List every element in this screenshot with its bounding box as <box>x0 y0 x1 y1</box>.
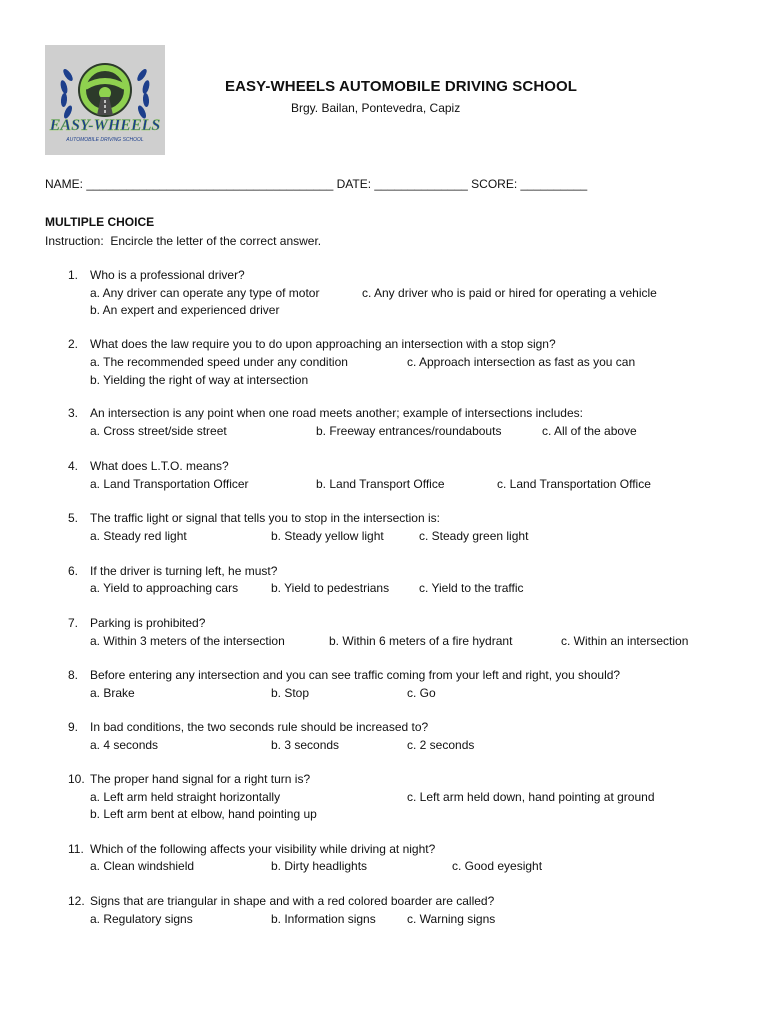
question-12 <box>0 894 768 954</box>
option-a: a. The recommended speed under any condition <box>90 355 348 369</box>
question-text: The traffic light or signal that tells you to stop in the intersection is: <box>90 511 440 525</box>
student-info-fields: NAME: _____________________________________ DATE: ______________ SCORE: __________ <box>45 177 588 191</box>
option-c: c. Land Transportation Office <box>497 477 651 491</box>
option-a: a. Cross street/side street <box>90 424 227 438</box>
option-b: b. Left arm bent at elbow, hand pointing up <box>90 807 317 821</box>
option-c: c. Within an intersection <box>561 634 689 648</box>
question-number: 11. <box>68 842 84 856</box>
question-8 <box>0 668 768 728</box>
option-b: b. Dirty headlights <box>271 859 368 873</box>
question-9 <box>0 720 768 780</box>
option-c: c. Good eyesight <box>452 859 543 873</box>
option-c: c. All of the above <box>542 424 637 438</box>
question-text: An intersection is any point when one road meets another; example of intersections includes: <box>90 406 583 420</box>
question-10 <box>0 772 768 832</box>
option-b: b. Within 6 meters of a fire hydrant <box>329 634 513 648</box>
question-number: 12. <box>68 894 85 908</box>
option-a: a. Brake <box>90 686 135 700</box>
option-c: c. Approach intersection as fast as you can <box>407 355 636 369</box>
option-b: b. Information signs <box>271 912 376 926</box>
option-b: b. Freeway entrances/roundabouts <box>316 424 502 438</box>
question-text: Parking is prohibited? <box>90 616 206 630</box>
option-a: a. 4 seconds <box>90 738 159 752</box>
option-c: c. Left arm held down, hand pointing at ground <box>407 790 655 804</box>
option-a: a. Any driver can operate any type of motor <box>90 286 320 300</box>
option-a: a. Left arm held straight horizontally <box>90 790 281 804</box>
option-b: b. Steady yellow light <box>271 529 384 543</box>
logo-text: EASY-WHEELS <box>49 117 161 134</box>
question-4 <box>0 459 768 519</box>
question-1 <box>0 268 768 328</box>
question-text: If the driver is turning left, he must? <box>90 564 278 578</box>
question-number: 7. <box>68 616 79 630</box>
option-c: c. Yield to the traffic <box>419 581 524 595</box>
question-3 <box>0 406 768 466</box>
option-b: b. An expert and experienced driver <box>90 303 280 317</box>
question-number: 10. <box>68 772 85 786</box>
logo-subtext: AUTOMOBILE DRIVING SCHOOL <box>66 137 144 143</box>
option-a: a. Yield to approaching cars <box>90 581 239 595</box>
question-text: In bad conditions, the two seconds rule should be increased to? <box>90 720 429 734</box>
option-c: c. 2 seconds <box>407 738 475 752</box>
question-5 <box>0 511 768 571</box>
question-2 <box>0 337 768 397</box>
option-c: c. Steady green light <box>419 529 529 543</box>
question-number: 4. <box>68 459 79 473</box>
school-address: Brgy. Bailan, Pontevedra, Capiz <box>291 101 461 115</box>
question-text: What does L.T.O. means? <box>90 459 229 473</box>
question-number: 5. <box>68 511 79 525</box>
option-a: a. Land Transportation Officer <box>90 477 249 491</box>
school-title: EASY-WHEELS AUTOMOBILE DRIVING SCHOOL <box>225 78 578 95</box>
question-text: What does the law require you to do upon approaching an intersection with a stop sign? <box>90 337 556 351</box>
option-a: a. Clean windshield <box>90 859 195 873</box>
option-b: b. Yield to pedestrians <box>271 581 390 595</box>
question-11 <box>0 842 768 902</box>
question-text: Which of the following affects your visibility while driving at night? <box>90 842 436 856</box>
question-number: 6. <box>68 564 79 578</box>
option-c: c. Any driver who is paid or hired for operating a vehicle <box>362 286 657 300</box>
question-text: The proper hand signal for a right turn is? <box>90 772 311 786</box>
question-text: Who is a professional driver? <box>90 268 245 282</box>
option-a: a. Regulatory signs <box>90 912 193 926</box>
question-text: Signs that are triangular in shape and with a red colored boarder are called? <box>90 894 495 908</box>
school-logo <box>45 45 165 155</box>
question-text: Before entering any intersection and you can see traffic coming from your left and right, you should? <box>90 668 621 682</box>
question-number: 3. <box>68 406 79 420</box>
question-6 <box>0 564 768 624</box>
option-b: b. Stop <box>271 686 310 700</box>
question-7 <box>0 616 768 676</box>
option-b: b. Land Transport Office <box>316 477 445 491</box>
option-b: b. Yielding the right of way at intersection <box>90 373 309 387</box>
option-a: a. Steady red light <box>90 529 187 543</box>
option-c: c. Warning signs <box>407 912 496 926</box>
option-c: c. Go <box>407 686 436 700</box>
option-a: a. Within 3 meters of the intersection <box>90 634 285 648</box>
question-number: 1. <box>68 268 79 282</box>
section-title: MULTIPLE CHOICE <box>45 215 155 229</box>
question-number: 2. <box>68 337 79 351</box>
question-number: 9. <box>68 720 79 734</box>
question-number: 8. <box>68 668 79 682</box>
option-b: b. 3 seconds <box>271 738 340 752</box>
instruction-text: Instruction: Encircle the letter of the correct answer. <box>45 234 322 248</box>
